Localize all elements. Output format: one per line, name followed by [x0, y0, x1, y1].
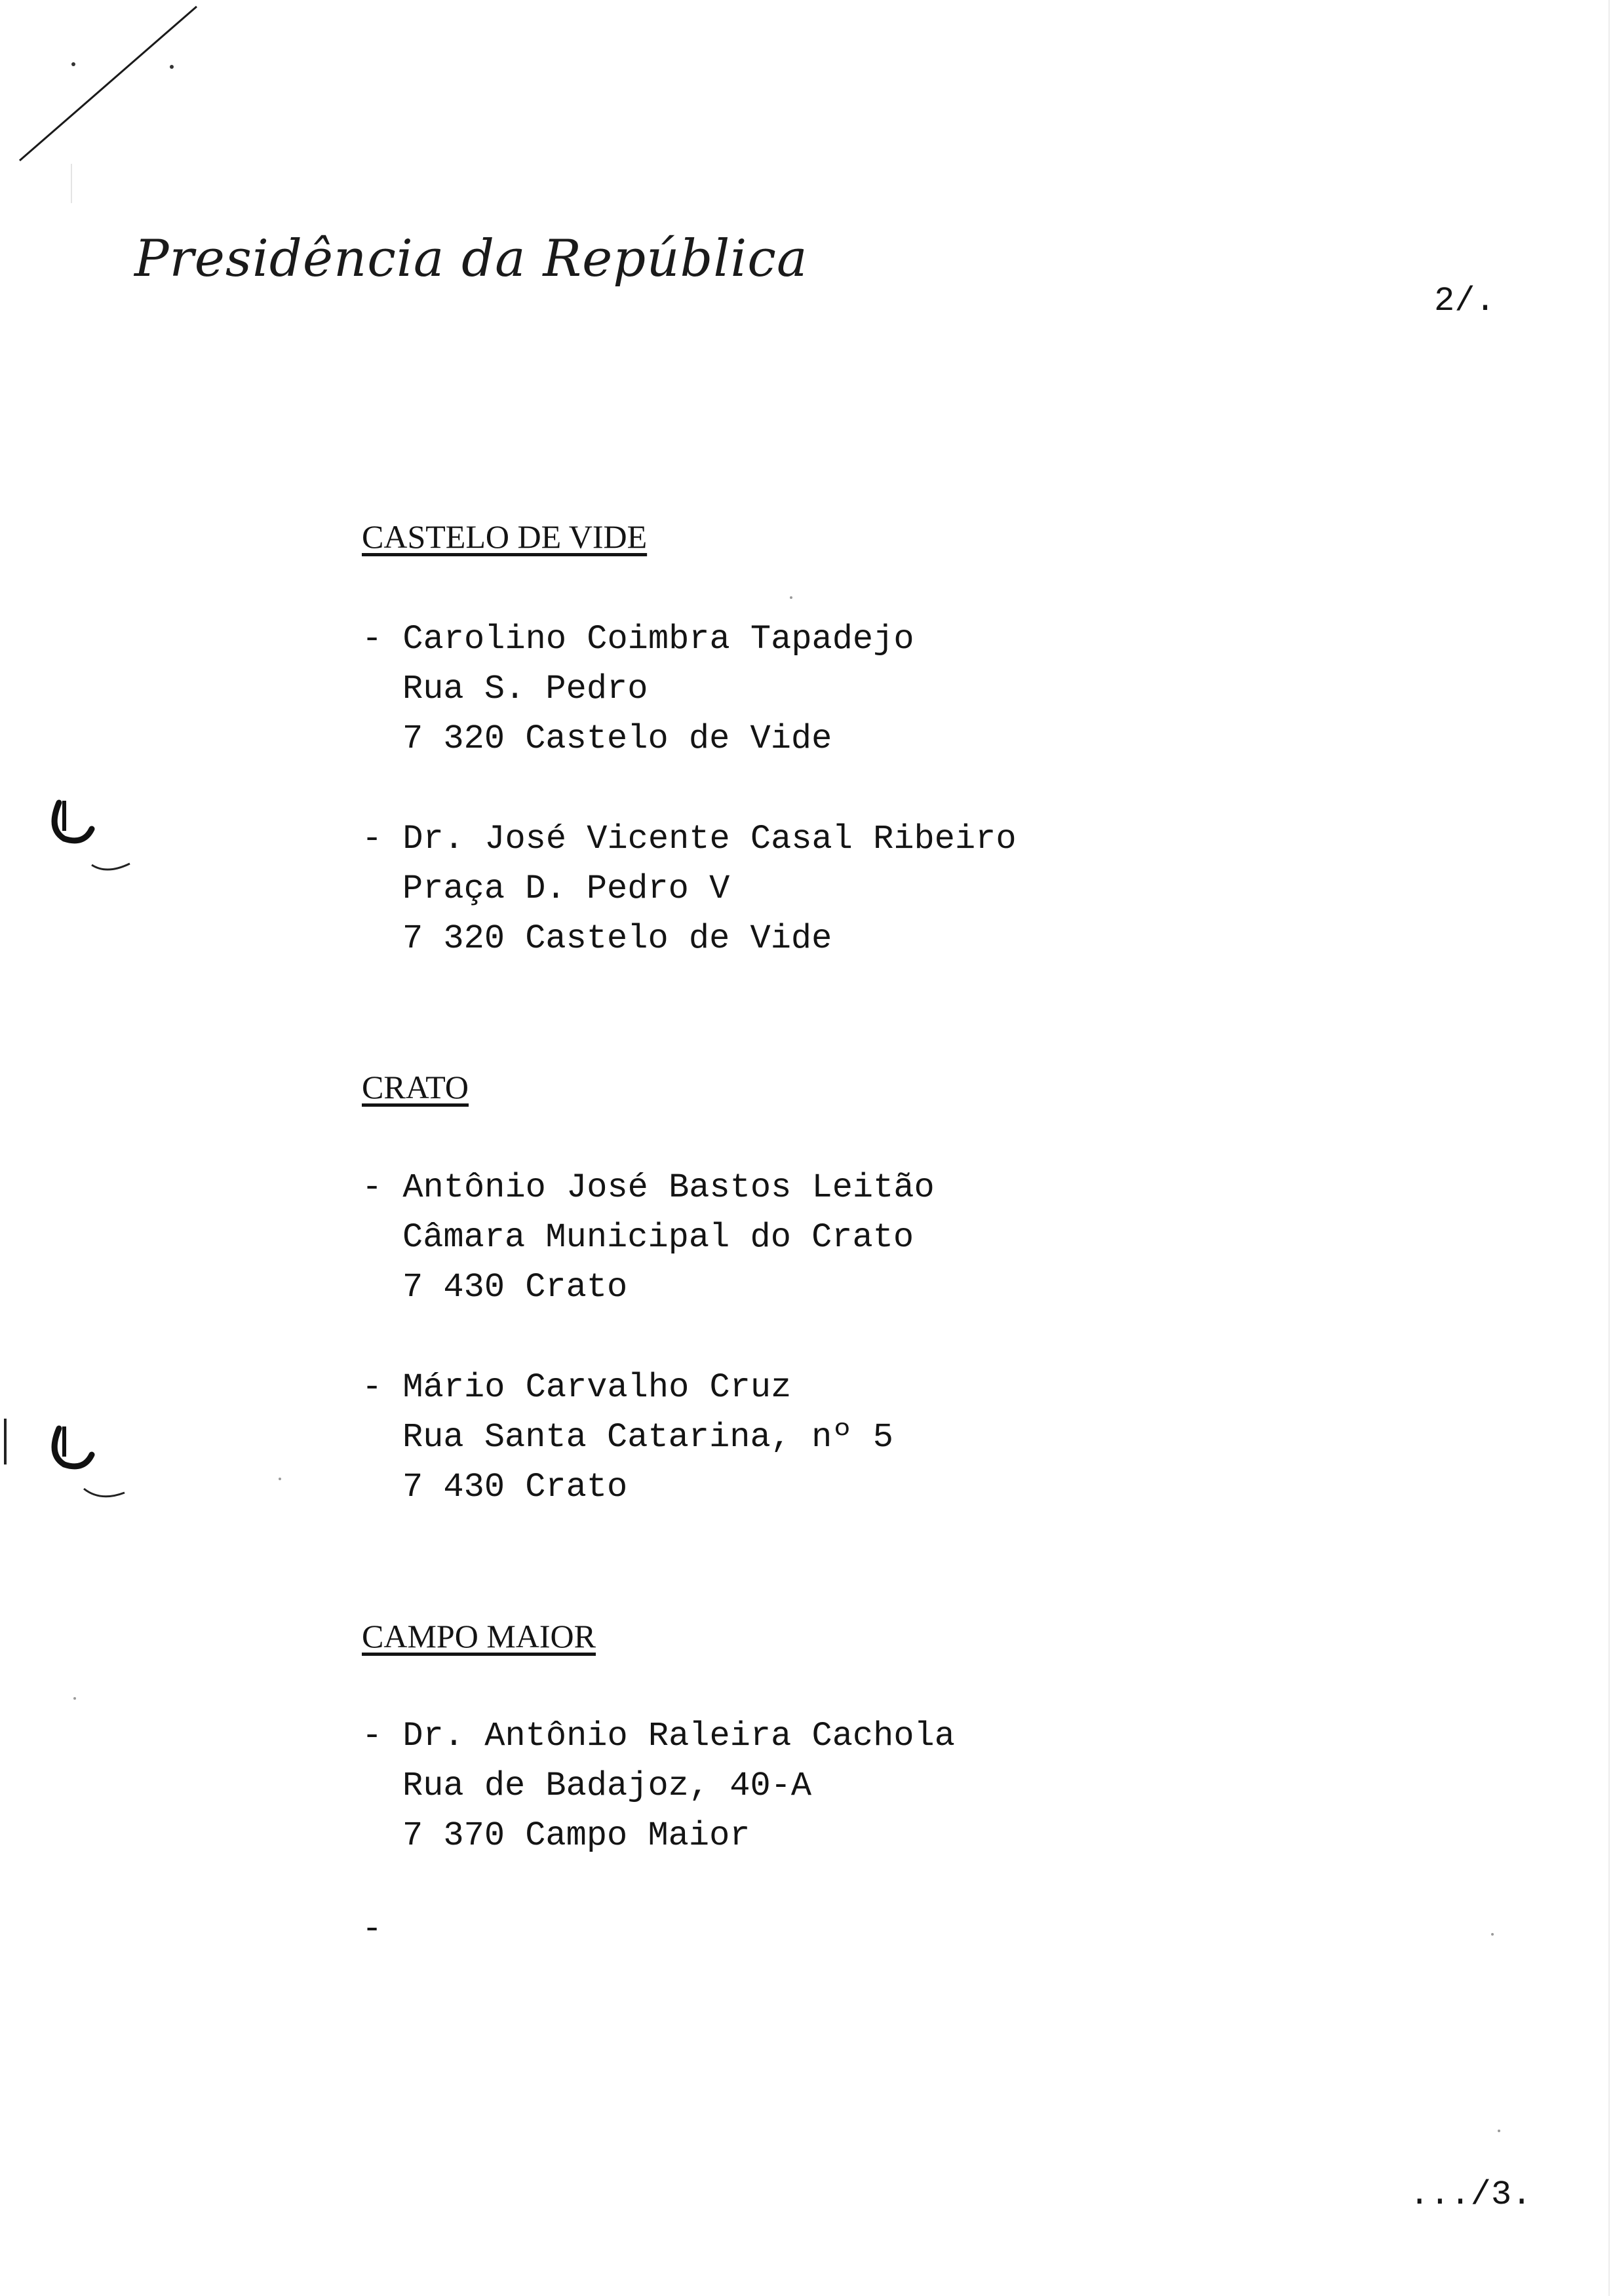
entry-name-line: - Carolino Coimbra Tapadejo — [362, 620, 914, 659]
address-entry — [362, 1163, 935, 1312]
margin-line — [71, 164, 72, 203]
left-edge-tick — [4, 1419, 7, 1464]
section-heading-castelo-de-vide: CASTELO DE VIDE — [362, 518, 648, 555]
entry-address: Câmara Municipal do Crato — [402, 1218, 914, 1257]
address-entry — [362, 615, 914, 764]
entry-name-line: - Mário Carvalho Cruz — [362, 1368, 792, 1407]
continuation-marker: .../3. — [1409, 2175, 1532, 2214]
speck — [279, 1478, 281, 1480]
entry-address: Rua S. Pedro — [402, 670, 648, 708]
address-entry — [362, 1712, 955, 1861]
punch-hole-mark-top — [45, 793, 136, 878]
entry-name-line: - Antônio José Bastos Leitão — [362, 1168, 935, 1207]
entry-name: Dr. Antônio Raleira Cachola — [402, 1717, 955, 1755]
entry-name: Antônio José Bastos Leitão — [402, 1168, 935, 1207]
entry-name: Carolino Coimbra Tapadejo — [402, 620, 914, 659]
entry-address: Rua Santa Catarina, nº 5 — [402, 1418, 893, 1457]
entry-address: Praça D. Pedro V — [402, 870, 730, 908]
address-entry — [362, 814, 1017, 964]
entry-name: Dr. José Vicente Casal Ribeiro — [402, 820, 1017, 858]
address-entry — [362, 1363, 893, 1512]
section-heading-crato: CRATO — [362, 1069, 469, 1105]
corner-pen-stroke — [0, 0, 223, 170]
page-number: 2/. — [1434, 282, 1496, 320]
punch-hole-mark-bottom — [45, 1415, 136, 1507]
trailing-dash: - — [362, 1910, 383, 1949]
entry-city: 7 320 Castelo de Vide — [402, 719, 832, 758]
entry-name: Mário Carvalho Cruz — [402, 1368, 792, 1407]
speck — [1491, 1933, 1494, 1936]
section-heading-campo-maior: CAMPO MAIOR — [362, 1618, 596, 1655]
entry-city: 7 370 Campo Maior — [402, 1816, 750, 1855]
entry-address: Rua de Badajoz, 40-A — [402, 1767, 812, 1805]
entry-city: 7 430 Crato — [402, 1468, 628, 1506]
speck — [73, 1697, 76, 1700]
letterhead: Presidência da República — [134, 229, 808, 288]
entry-name-line: - Dr. Antônio Raleira Cachola — [362, 1717, 955, 1755]
entry-city: 7 430 Crato — [402, 1268, 628, 1307]
page-edge — [1608, 0, 1610, 2296]
entry-name-line: - Dr. José Vicente Casal Ribeiro — [362, 820, 1017, 858]
speck — [790, 596, 792, 599]
entry-city: 7 320 Castelo de Vide — [402, 919, 832, 958]
speck — [1498, 2130, 1500, 2132]
